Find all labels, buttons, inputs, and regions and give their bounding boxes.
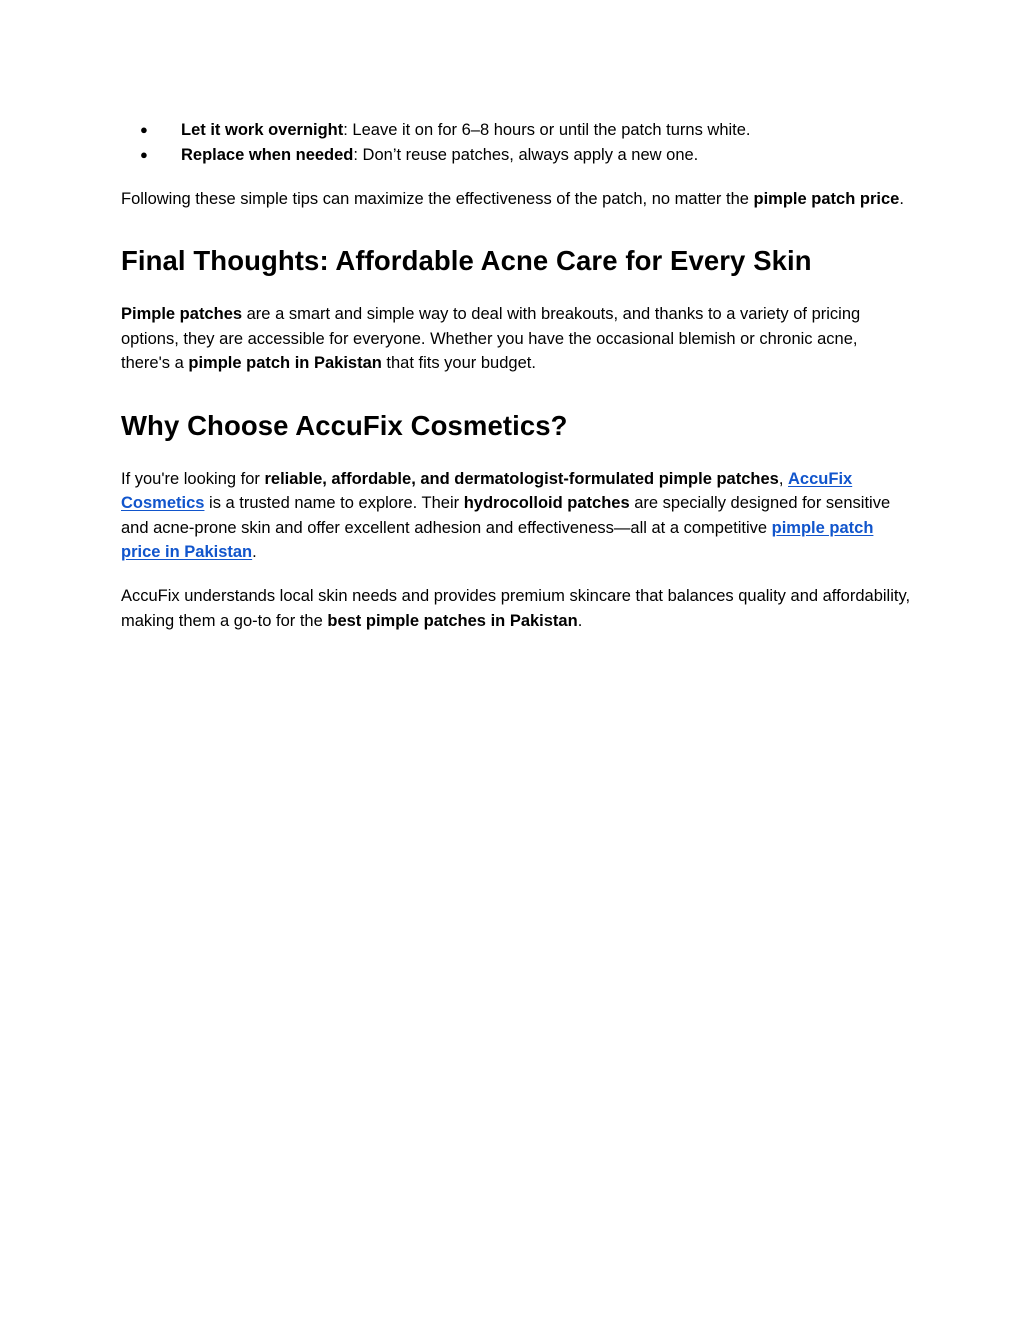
local-needs-paragraph (121, 584, 911, 633)
text-run: that fits your budget. (381, 353, 536, 372)
bold-run: best pimple patches in Pakistan (327, 611, 578, 630)
bullet-icon: ● (140, 122, 148, 137)
list-item (121, 118, 911, 143)
list-item-text: : Leave it on for 6–8 hours or until the patch turns white. (343, 121, 751, 139)
text-run: are specially designed for sensitive and acne-prone skin and offer excellent adhesion and effectiveness—all at a competitive (121, 494, 891, 537)
tips-paragraph (121, 187, 911, 211)
final-thoughts-heading: Final Thoughts: Affordable Acne Care for Every Skin (121, 245, 812, 277)
text-run: , (778, 470, 789, 489)
bold-run: pimple patch in Pakistan (188, 353, 382, 372)
accufix-cosmetics-link[interactable]: AccuFix Cosmetics (121, 470, 853, 513)
bold-run: hydrocolloid patches (463, 494, 630, 513)
list-item (121, 143, 911, 168)
pimple-patch-price-link[interactable]: pimple patch price in Pakistan (121, 518, 874, 562)
why-choose-paragraph (121, 467, 911, 564)
text-run: . (577, 611, 583, 630)
text-run: AccuFix understands local skin needs and provides premium skincare that balances quality and affordability, making them a go-to for the (121, 587, 911, 630)
tips-list (121, 118, 911, 167)
list-item-bold: Let it work overnight (181, 121, 344, 139)
text-run: are a smart and simple way to deal with breakouts, and thanks to a variety of pricing options, they are accessible for everyone. Whether you have the occasional blemish or chronic acne, there's a (121, 305, 861, 372)
bullet-icon: ● (140, 146, 148, 162)
bold-run: pimple patch price (753, 190, 900, 208)
bold-run: Pimple patches (121, 305, 243, 324)
text-run: If you're looking for (121, 470, 265, 489)
list-item-text: : Don’t reuse patches, always apply a new one. (353, 145, 699, 164)
why-choose-heading: Why Choose AccuFix Cosmetics? (121, 410, 568, 442)
final-thoughts-paragraph (121, 302, 911, 375)
list-item-bold: Replace when needed (181, 145, 354, 164)
text-run: Following these simple tips can maximize the effectiveness of the patch, no matter the (121, 190, 754, 208)
text-run: . (899, 190, 904, 208)
bold-run: reliable, affordable, and dermatologist-formulated pimple patches (264, 470, 779, 489)
text-run: . (252, 543, 257, 562)
text-run: is a trusted name to explore. Their (204, 494, 464, 513)
document-page (121, 118, 911, 633)
